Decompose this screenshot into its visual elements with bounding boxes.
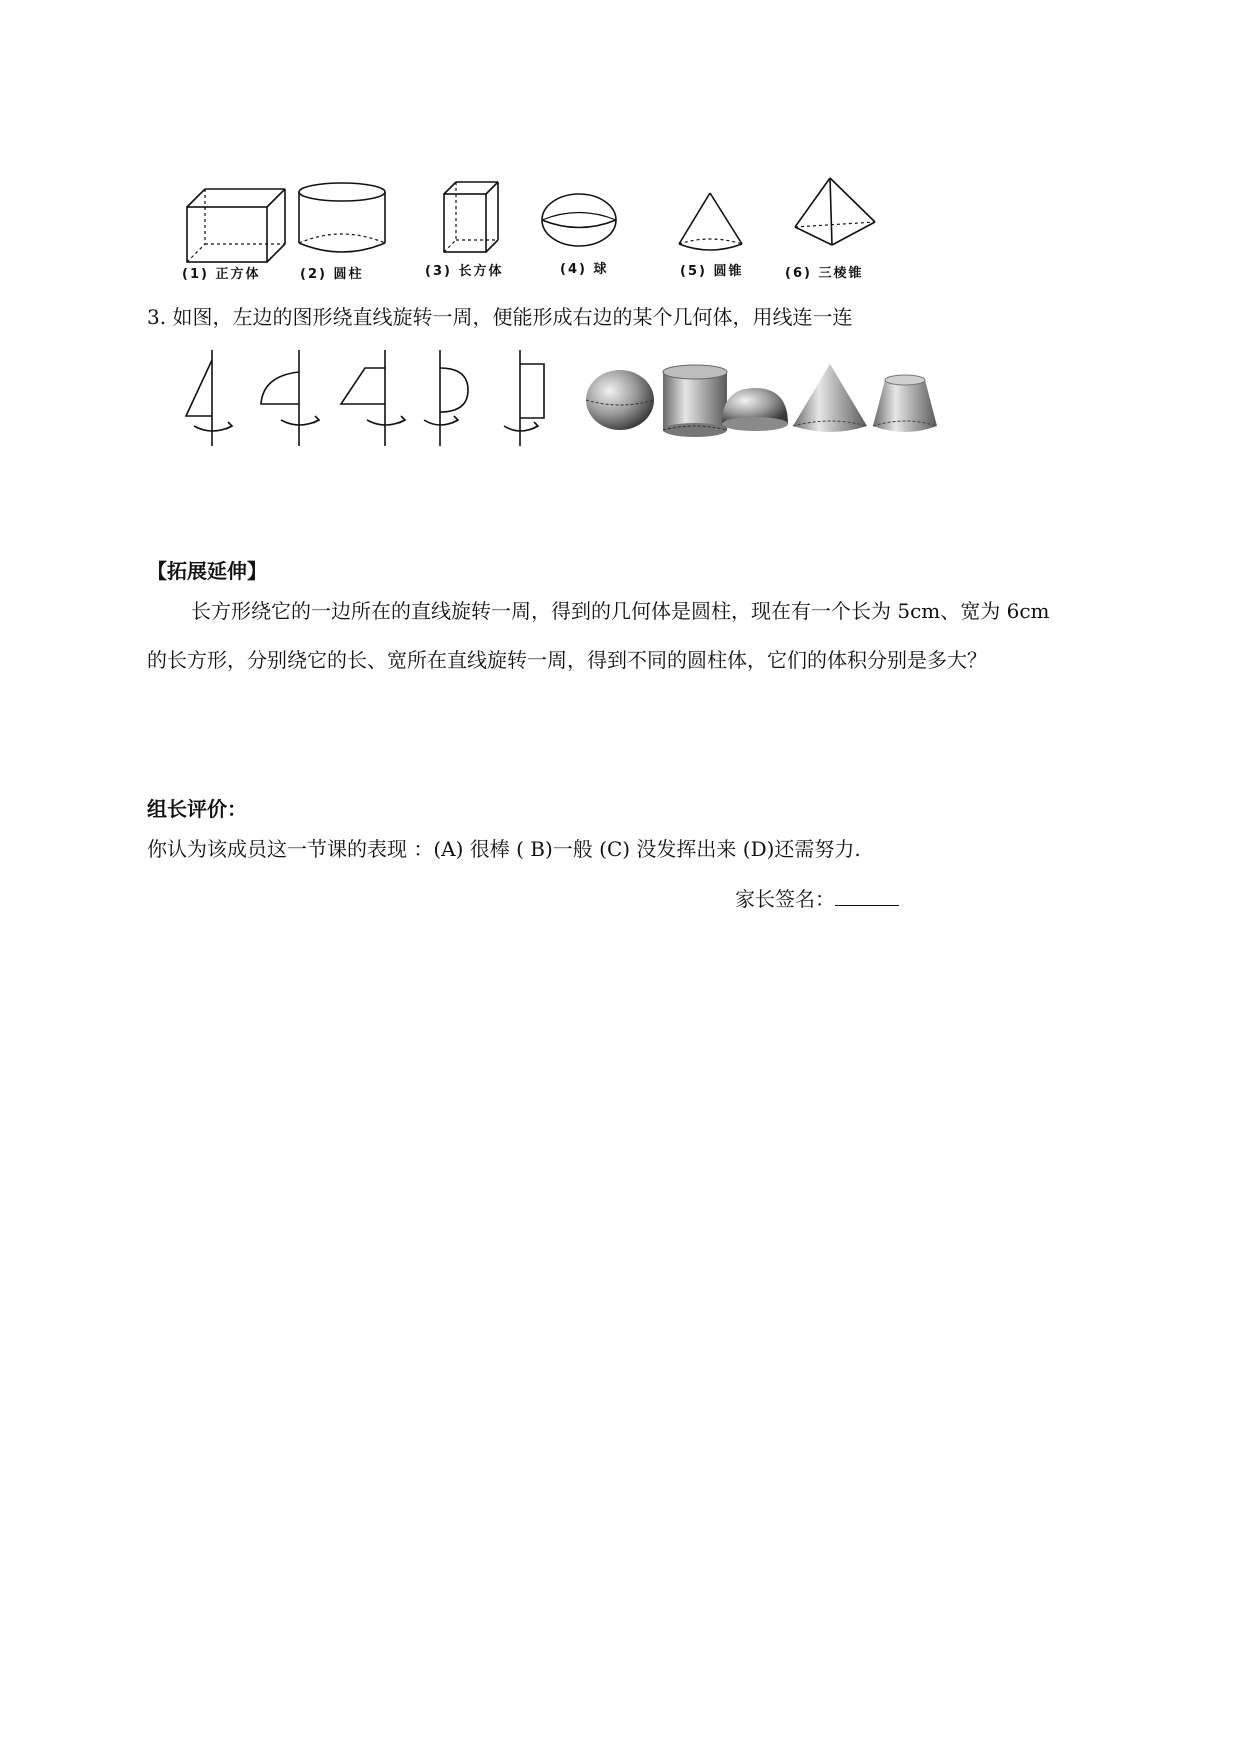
parent-signature-label: 家长签名： — [735, 887, 835, 911]
trapezoid-axis-figure — [335, 348, 410, 448]
cube-figure — [180, 185, 280, 265]
solid-label-5: (5) 圆锥 — [680, 264, 744, 279]
shaded-hemisphere — [722, 388, 788, 431]
quarter-circle-axis-figure — [255, 348, 325, 448]
cuboid-figure — [440, 178, 505, 258]
parent-signature — [735, 885, 899, 913]
rectangle-axis-figure — [500, 348, 570, 448]
question-3-text: 3. 如图，左边的图形绕直线旋转一周，便能形成右边的某个几何体，用线连一连 — [147, 305, 853, 329]
solid-label-1: (1) 正方体 — [182, 267, 261, 282]
shaded-solids-figure — [585, 358, 945, 438]
extension-paragraph-line2: 的长方形，分别绕它的长、宽所在直线旋转一周，得到不同的圆柱体，它们的体积分别是多大？ — [147, 648, 987, 672]
shaded-frustum — [873, 375, 937, 432]
evaluation-heading: 组长评价： — [147, 797, 247, 821]
shaded-cylinder — [663, 365, 727, 437]
triangular-pyramid-figure — [790, 175, 880, 255]
solid-label-4: (4) 球 — [560, 262, 609, 277]
cylinder-figure — [295, 180, 390, 255]
shaded-sphere — [586, 370, 654, 430]
right-triangle-axis-figure — [180, 348, 240, 448]
extension-heading: 【拓展延伸】 — [147, 559, 267, 583]
cone-figure — [675, 190, 750, 255]
solid-label-2: (2) 圆柱 — [300, 267, 364, 282]
semicircle-axis-figure — [418, 348, 488, 448]
solid-label-6: (6) 三棱锥 — [785, 266, 864, 281]
extension-paragraph-line1: 长方形绕它的一边所在的直线旋转一周，得到的几何体是圆柱，现在有一个长为 5cm、宽为 6cm — [191, 599, 1050, 623]
shaded-cone — [793, 364, 867, 432]
evaluation-options-line: 你认为该成员这一节课的表现 ：(A) 很棒 ( B)一般 (C) 没发挥出来 (D)还需努力. — [147, 837, 861, 861]
sphere-figure — [540, 190, 620, 250]
signature-blank[interactable] — [835, 885, 899, 906]
solid-label-3: (3) 长方体 — [425, 264, 504, 279]
